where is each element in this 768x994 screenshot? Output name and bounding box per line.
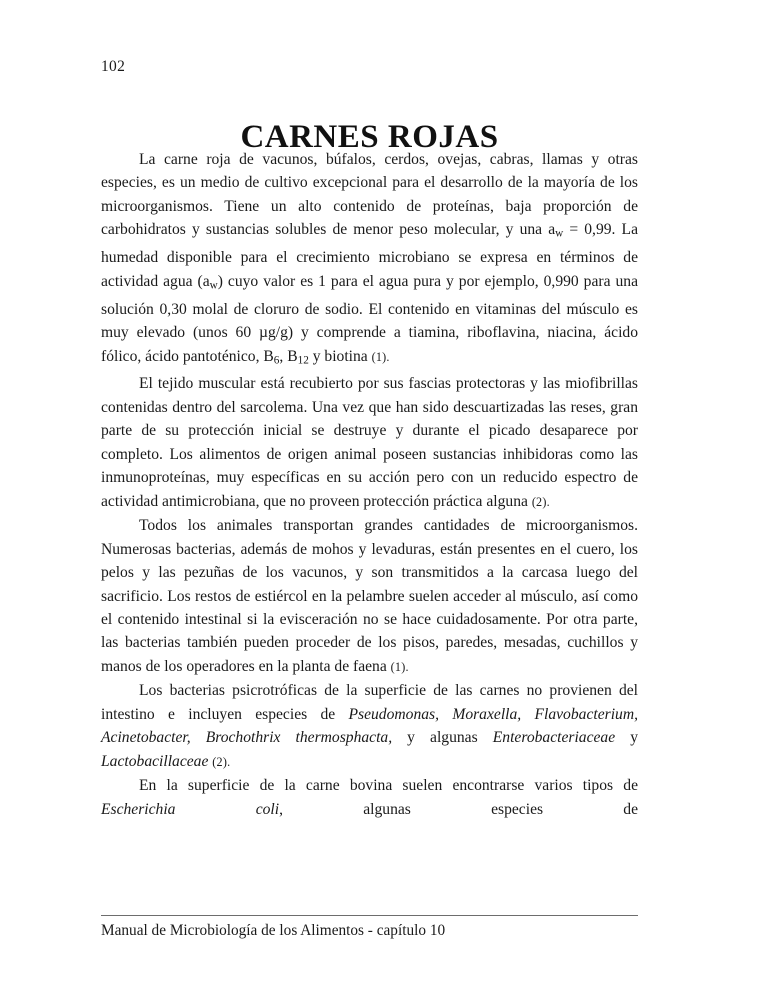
paragraph-1-text-a: La carne roja de vacunos, búfalos, cerdos, ovejas, cabras, llamas y otras especies, es un medio de cultivo excepcional para el desarrollo de la mayoría de los microorganismos. Tiene un alto contenido de proteínas, baja proporción de carbohidratos y sustancias solubles de menor peso molecular, y una a — [101, 151, 638, 239]
footer-divider — [101, 915, 638, 916]
paragraph-1-text-e: y biotina — [308, 347, 372, 365]
paragraph-4-text-b: y algunas — [392, 729, 493, 747]
footer-text: Manual de Microbiología de los Alimentos - capítulo 10 — [101, 922, 446, 939]
paragraph-4-text-c: y — [615, 729, 638, 747]
family-name-lactobacillaceae: Lactobacillaceae — [101, 752, 209, 770]
reference-marker-1: (1). — [371, 349, 390, 364]
paragraph-2 — [101, 372, 638, 514]
paragraph-5-text-a: En la superficie de la carne bovina suelen encontrarse varios tipos de — [139, 777, 638, 795]
paragraph-1 — [101, 148, 638, 372]
subscript-b6: 6 — [273, 354, 280, 367]
body-text-column — [101, 148, 638, 821]
paragraph-1-text-b: = 0,99. La humedad disponible para el crecimiento microbiano se expresa en términos de actividad agua (a — [101, 221, 639, 290]
family-name-enterobacteriaceae: Enterobacteriaceae — [492, 729, 616, 747]
page-number: 102 — [101, 58, 126, 75]
paragraph-5 — [101, 774, 638, 821]
paragraph-3-text: Todos los animales transportan grandes cantidades de microorganismos. Numerosas bacterias, además de mohos y levaduras, están presentes en el cuero, los pelos y las pezuñas de los vacunos, y son transmitidos a la carcasa luego del sacrificio. Los restos de estiércol en la pelambre suelen acceder al músculo, así como el contenido intestinal si la evisceración no se hace cuidadosamente. Por otra parte, las bacterias también pueden proceder de los pisos, paredes, mesadas, cuchillos y manos de los operadores en la planta de faena — [101, 517, 638, 675]
subscript-b12: 12 — [297, 354, 309, 367]
reference-marker-4: (2). — [212, 754, 231, 769]
subscript-aw-1: w — [555, 227, 564, 240]
paragraph-1-text-c: ) cuyo valor es 1 para el agua pura y por ejemplo, 0,990 para una solución 0,30 molal de cloruro de sodio. El contenido en vitaminas del músculo es muy elevado (unos 60 µg/g) y comprende a tiamina, riboflavina, niacina, ácido fólico, ácido pantoténico, B — [101, 272, 638, 365]
paragraph-2-text: El tejido muscular está recubierto por sus fascias protectoras y las miofibrillas contenidas dentro del sarcolema. Una vez que han sido descuartizadas las reses, gran parte de su protección inicial se destruye y durante el picado desaparece por completo. Los alimentos de origen animal poseen sustancias inhibidoras como las inmunoproteínas, muy específicas en su acción pero con un reducido espectro de actividad antimicrobiana, que no proveen protección práctica alguna — [101, 375, 638, 510]
species-names-group-1: Pseudomonas, Moraxella, Flavobacterium, Acinetobacter, Brochothrix thermosphacta, — [101, 705, 638, 747]
species-name-escherichia-coli: Escherichia coli — [101, 800, 280, 818]
paragraph-5-text-b: , algunas especies de — [279, 800, 639, 818]
page-title: CARNES ROJAS — [240, 119, 499, 156]
reference-marker-2: (2). — [531, 494, 550, 509]
paragraph-3 — [101, 514, 638, 679]
paragraph-4-text-a: Los bacterias psicrotróficas de la superficie de las carnes no provienen del intestino e incluyen especies de — [101, 682, 638, 723]
reference-marker-3: (1). — [390, 659, 409, 674]
subscript-aw-2: w — [209, 279, 218, 292]
paragraph-1-text-d: , B — [279, 347, 298, 365]
paragraph-4 — [101, 679, 638, 774]
